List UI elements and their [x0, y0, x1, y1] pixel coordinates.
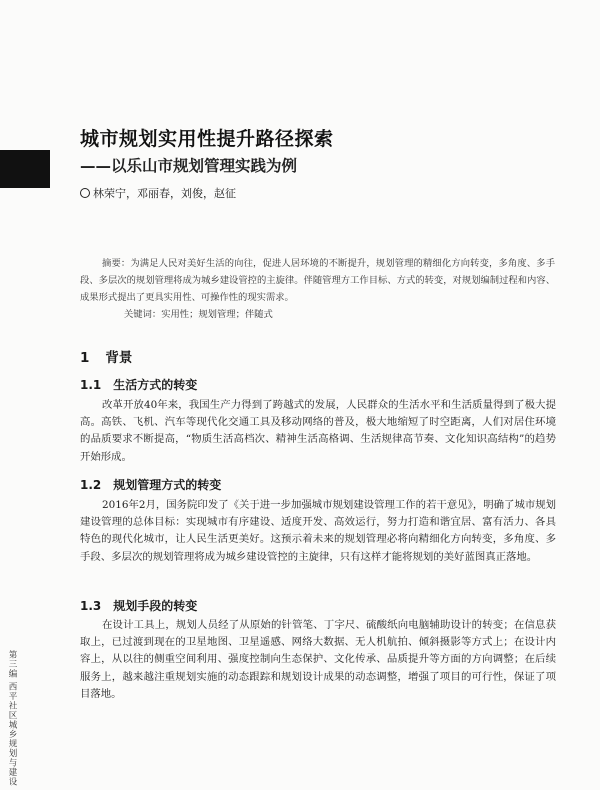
- subsection-number: 1.3: [80, 599, 102, 613]
- subsection-number: 1.2: [80, 478, 102, 492]
- subsection-title: 生活方式的转变: [113, 378, 198, 392]
- abstract-text: 摘要：为满足人民对美好生活的向往，促进人居环境的不断提升，规划管理的精细化方向转变，多角度、多手段、多层次的规划管理将成为城乡建设管控的主旋律。伴随管理方工作目标、方式的转变，对规划编制过程和内容、成果形式提出了更具实用性、可操作性的现实需求。: [80, 258, 555, 303]
- section-number: 1: [80, 350, 90, 366]
- paper-title: 城市规划实用性提升路径探索: [80, 128, 334, 150]
- subsection-heading-1-2: [80, 476, 221, 493]
- author-line: [80, 185, 236, 201]
- circle-mark-icon: [80, 188, 90, 198]
- paragraph-text: 在设计工具上，规划人员经了从原始的针管笔、丁字尺、硫酸纸向电脑辅助设计的转变；在信息获取上，已过渡到现在的卫星地图、卫星遥感、网络大数据、无人机航拍、倾斜摄影等方式上；在设计内容上，从以往的侧重空间利用、强度控制向生态保护、文化传承、品质提升等方面的方向调整；在后续服务上，越来越注重规划实施的动态跟踪和规划设计成果的动态调整，增强了项目的可行性，保证了项目落地。: [80, 619, 556, 700]
- section-title: 背景: [105, 350, 133, 366]
- abstract-block: [80, 255, 555, 323]
- paragraph-1-2: [80, 497, 556, 566]
- subsection-heading-1-1: [80, 376, 197, 393]
- keywords: 关键词：实用性；规划管理；伴随式: [124, 309, 273, 320]
- section-heading: [80, 346, 132, 366]
- subsection-number: 1.1: [80, 378, 102, 392]
- author-names: 林荣宁，邓丽春，刘俊，赵征: [93, 187, 236, 200]
- paper-subtitle: ——以乐山市规划管理实践为例: [80, 157, 298, 175]
- paragraph-text: 2016年2月，国务院印发了《关于进一步加强城市规划建设管理工作的若干意见》，明确了城市规划建设管理的总体目标：实现城市有序建设、适度开发、高效运行，努力打造和谐宜居、富有活力、各具特色的现代化城市，让人民生活更美好。这预示着未来的规划管理必将向精细化方向转变，多角度、多手段、多层次的规划管理将成为城乡建设管控的主旋律，只有这样才能将规划的美好蓝图真正落地。: [80, 499, 556, 563]
- paragraph-1-1: [80, 397, 556, 466]
- subsection-title: 规划手段的转变: [113, 599, 198, 613]
- paragraph-1-3: [80, 617, 556, 703]
- subsection-heading-1-3: [80, 597, 197, 614]
- paragraph-text: 改革开放40年来，我国生产力得到了跨越式的发展，人民群众的生活水平和生活质量得到了极大提高。高铁、飞机、汽车等现代化交通工具及移动网络的普及，极大地缩短了时空距离，人们对居住环境的品质要求不断提高，“物质生活高档次、精神生活高格调、生活规律高节奏、文化知识高结构”的趋势开始形成。: [80, 399, 556, 463]
- running-side-text: 第三编 西平社区城乡规划与建设: [7, 650, 17, 787]
- section-marker-bar: [0, 150, 50, 188]
- subsection-title: 规划管理方式的转变: [113, 478, 222, 492]
